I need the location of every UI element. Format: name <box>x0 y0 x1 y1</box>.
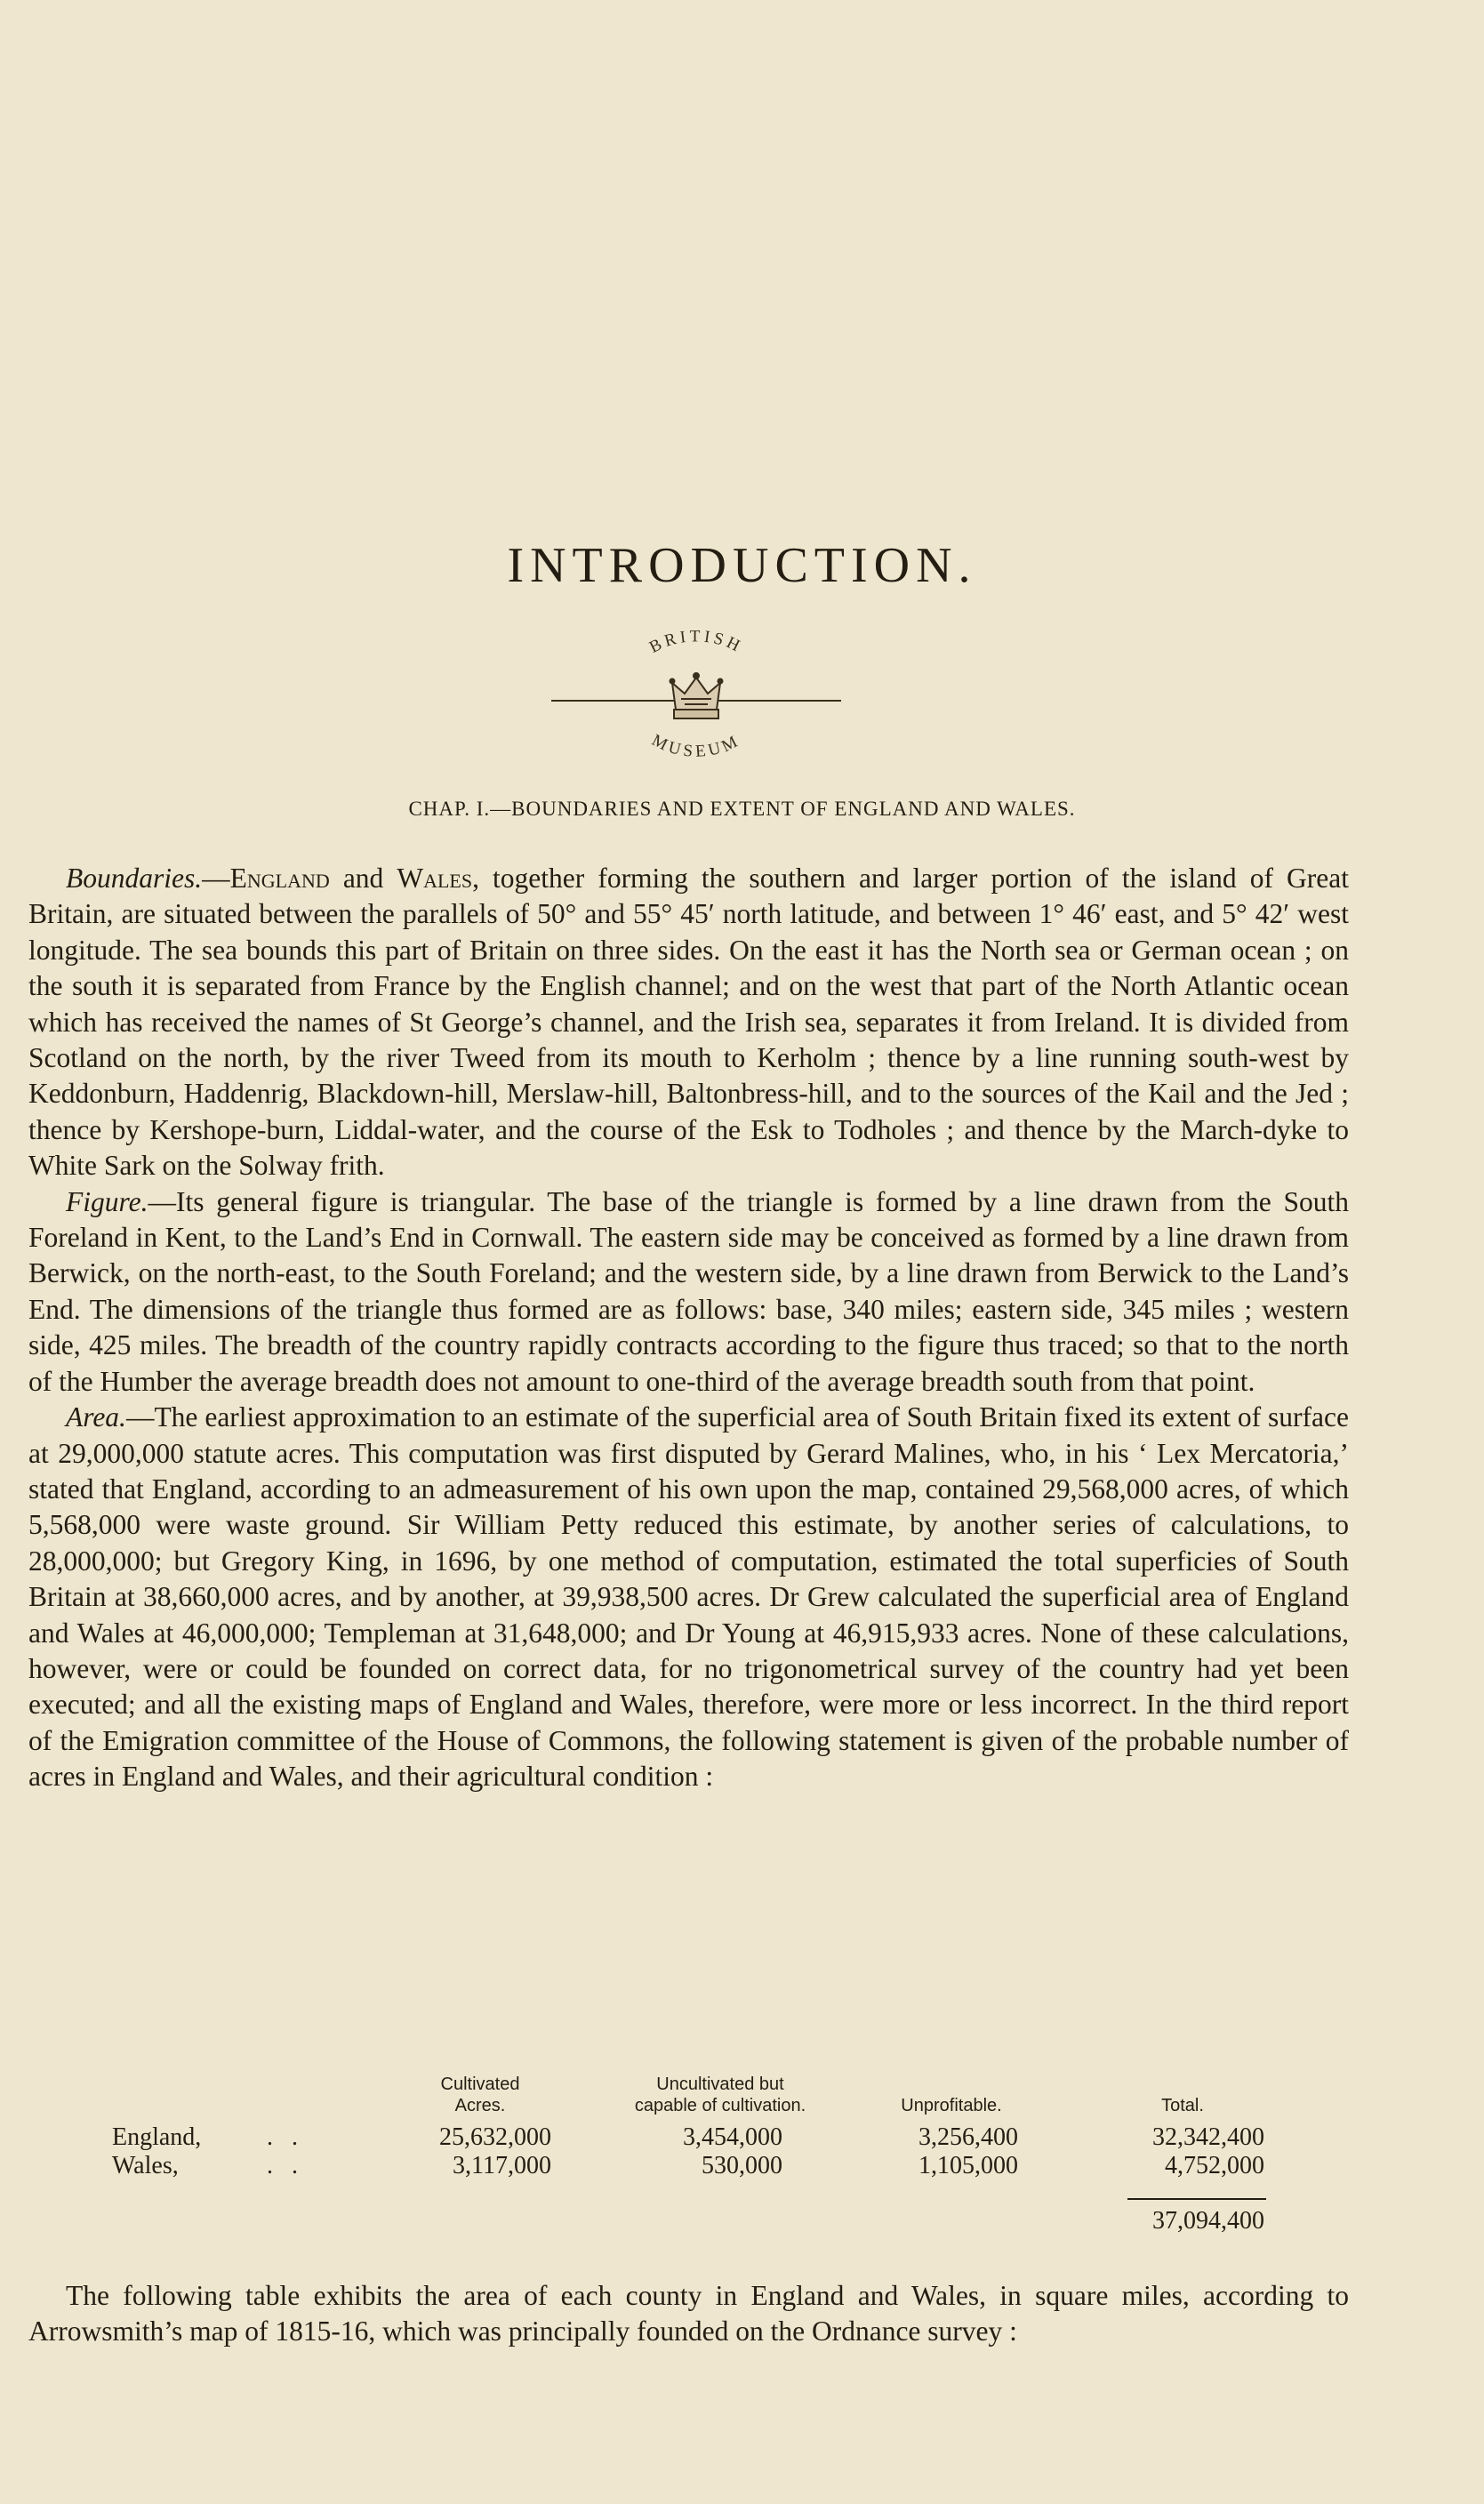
row-england-dots: . . <box>267 2123 298 2151</box>
header-uncultivated <box>587 2074 854 2116</box>
page-title: INTRODUCTION. <box>507 538 977 593</box>
body-text <box>28 861 1349 1795</box>
header-unprofitable: Unprofitable. <box>901 2096 1002 2115</box>
header-line: Cultivated <box>440 2075 520 2094</box>
closing-text <box>28 2278 1349 2350</box>
crown-stamp-icon <box>551 619 841 770</box>
row-wales-name: Wales, <box>112 2152 179 2179</box>
paragraph-text: and <box>329 863 397 894</box>
paragraph-figure <box>28 1184 1349 1400</box>
paragraph-text: The earliest approximation to an estimate of the superficial area of South Britain fixed its extent of surface at 29,000,000 statute acres. This computation was first disputed by Gerard Malines, who, in his ‘ Lex Mercatoria,’ stated that England, according to an admeasurement of his own upon the map, contained 29,568,000 acres, of which 5,568,000 were waste ground. Sir William Petty reduced this estimate, by another series of calculations, to 28,000,000; but Gregory King, in 1696, by one method of computation, estimated the total superficies of South Britain at 38,660,000 acres, and by another, at 39,938,500 acres. Dr Grew calculated the superficial area of England and Wales at 46,000,000; Templeman at 31,648,000; and Dr Young at 46,915,933 acres. None of these calculations, however, were or could be founded on correct data, for no trigonometrical survey of the country had yet been executed; and all the existing maps of England and Wales, therefore, were more or less incorrect. In the third report of the Emigration committee of the House of Commons, the following statement is given of the probable number of acres in England and Wales, and their agricultural condition : <box>28 1401 1349 1793</box>
museum-stamp <box>551 619 841 770</box>
paragraph-text: , together forming the southern and larger portion of the island of Great Britain, are situated between the parallels of 50° and 55° 45′ north latitude, and between 1° 46′ east, and 5° 42′ west longitude. The sea bounds this part of Britain on three sides. On the east it has the North sea or German ocean ; on the south it is separated from France by the English channel; and on the west that part of the North Atlantic ocean which has received the names of St George’s channel, and the Irish sea, separates it from Ireland. It is divided from Scotland on the north, by the river Tweed from its mouth to Kerholm ; thence by a line running south-west by Keddonburn, Haddenrig, Blackdown-hill, Merslaw-hill, Baltonbress-hill, and to the sources of the Kail and the Jed ; thence by Kershope-burn, Liddal-water, and the course of the Esk to Todholes ; and thence by the March-dyke to White Sark on the Solway frith. <box>28 863 1349 1182</box>
paragraph-area <box>28 1400 1349 1794</box>
acreage-table <box>0 2074 1484 2243</box>
row-wales-total: 4,752,000 <box>1165 2152 1264 2179</box>
header-line: Acres. <box>454 2096 506 2115</box>
svg-text:BRITISH <box>646 627 746 656</box>
row-england-cultivated: 25,632,000 <box>439 2123 551 2151</box>
section-label: Boundaries. <box>66 863 203 894</box>
header-cultivated <box>391 2074 569 2116</box>
grand-total: 37,094,400 <box>1152 2207 1264 2235</box>
row-wales-dots: . . <box>267 2152 298 2179</box>
paragraph-text: Its general figure is triangular. The base of the triangle is formed by a line drawn from the South Foreland in Kent, to the Land’s End in Cornwall. The eastern side may be conceived as formed by a line drawn from Berwick, on the north-east, to the South Foreland; and the western side, by a line drawn from Berwick to the Land’s End. The dimensions of the triangle thus formed are as follows: base, 340 miles; eastern side, 345 miles ; western side, 425 miles. The breadth of the country rapidly contracts according to the figure thus traced; so that to the north of the Humber the average breadth does not amount to one-third of the average breadth south from that point. <box>28 1185 1349 1397</box>
total-rule <box>1127 2198 1266 2200</box>
row-england-uncultivated: 3,454,000 <box>683 2123 782 2151</box>
row-wales-unprofitable: 1,105,000 <box>918 2152 1018 2179</box>
section-label: Figure. <box>66 1185 148 1217</box>
row-wales-cultivated: 3,117,000 <box>453 2152 551 2179</box>
paragraph-boundaries <box>28 861 1349 1184</box>
row-england-unprofitable: 3,256,400 <box>918 2123 1018 2151</box>
row-wales-uncultivated: 530,000 <box>702 2152 782 2179</box>
header-line: capable of cultivation. <box>634 2096 806 2115</box>
header-total: Total. <box>1161 2096 1204 2115</box>
svg-text:MUSEUM <box>649 731 744 761</box>
dash: — <box>202 863 230 894</box>
dash: — <box>148 1185 176 1217</box>
stamp-top-text: BRITISH <box>646 627 746 657</box>
row-england-total: 32,342,400 <box>1152 2123 1264 2151</box>
lead-small-caps: Wales <box>397 863 473 894</box>
dash: — <box>125 1401 155 1433</box>
header-line: Uncultivated but <box>656 2075 784 2094</box>
section-label: Area. <box>66 1401 126 1433</box>
stamp-bottom-text: MUSEUM <box>648 731 744 761</box>
closing-paragraph: The following table exhibits the area of each county in England and Wales, in square miles, according to Arrowsmith’s map of 1815-16, which was principally founded on the Ordnance survey : <box>28 2280 1349 2348</box>
lead-small-caps: England <box>229 863 330 894</box>
row-england-name: England, <box>112 2123 202 2151</box>
chapter-heading: CHAP. I.—BOUNDARIES AND EXTENT OF ENGLAND AND WALES. <box>408 798 1076 820</box>
